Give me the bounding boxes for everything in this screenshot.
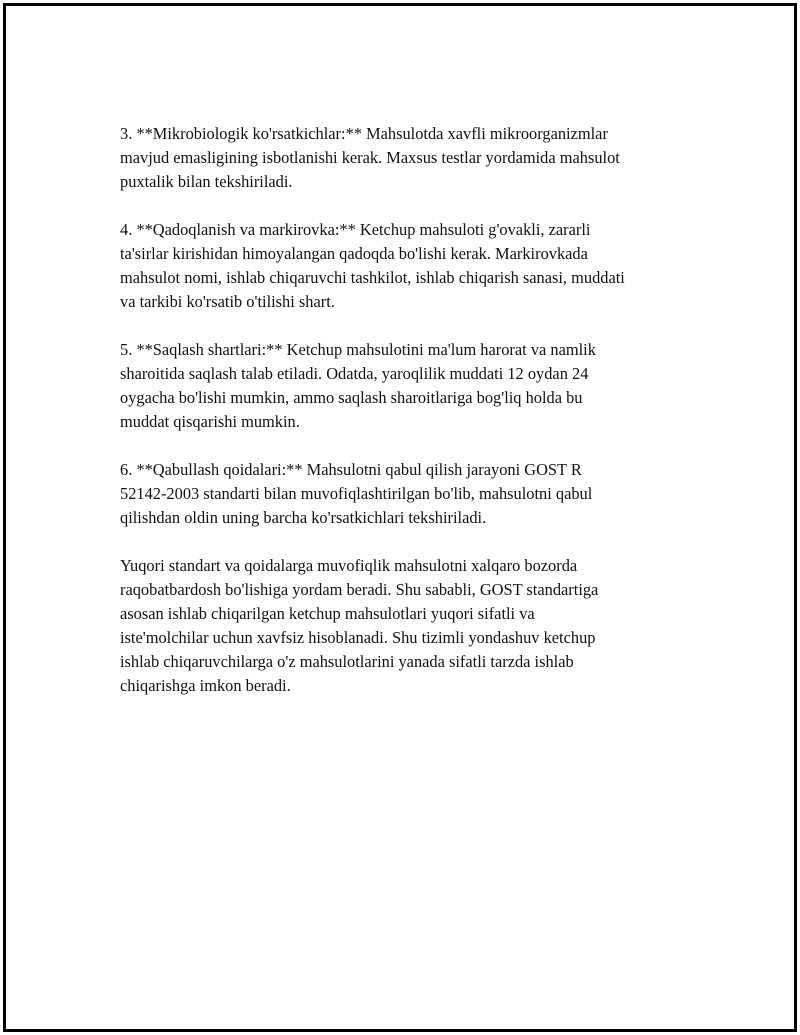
paragraph-conclusion: Yuqori standart va qoidalarga muvofiqlik mahsulotni xalqaro bozorda raqobatbardosh bo'lishiga yordam beradi. Shu sababli, GOST standartiga asosan ishlab chiqarilgan ketchup mahsulotlari yuqori sifatli va iste'molchilar uchun xavfsiz hisoblanadi. Shu tizimli yondashuv ketchup ishlab chiqaruvchilarga o'z mahsulotlarini yanada sifatli tarzda ishlab chiqarishga imkon beradi. (120, 556, 599, 695)
paragraph-microbiological: 3. **Mikrobiologik ko'rsatkichlar:** Mahsulotda xavfli mikroorganizmlar mavjud emasligining isbotlanishi kerak. Maxsus testlar yordamida mahsulot puxtalik bilan tekshiriladi. (120, 124, 620, 191)
paragraph-storage: 5. **Saqlash shartlari:** Ketchup mahsulotini ma'lum harorat va namlik sharoitida saqlash talab etiladi. Odatda, yaroqlilik muddati 12 oydan 24 oygacha bo'lishi mumkin, ammo saqlash sharoitlariga bog'liq holda bu muddat qisqarishi mumkin. (120, 340, 596, 431)
page-frame (3, 3, 797, 1032)
document-body (120, 122, 710, 722)
paragraph-acceptance: 6. **Qabullash qoidalari:** Mahsulotni qabul qilish jarayoni GOST R 52142-2003 standarti bilan muvofiqlashtirilgan bo'lib, mahsulotni qabul qilishdan oldin uning barcha ko'rsatkichlari tekshiriladi. (120, 460, 593, 527)
paragraph-packaging: 4. **Qadoqlanish va markirovka:** Ketchup mahsuloti g'ovakli, zararli ta'sirlar kirishidan himoyalangan qadoqda bo'lishi kerak. Markirovkada mahsulot nomi, ishlab chiqaruvchi tashkilot, ishlab chiqarish sanasi, muddati va tarkibi ko'rsatib o'tilishi shart. (120, 220, 625, 311)
